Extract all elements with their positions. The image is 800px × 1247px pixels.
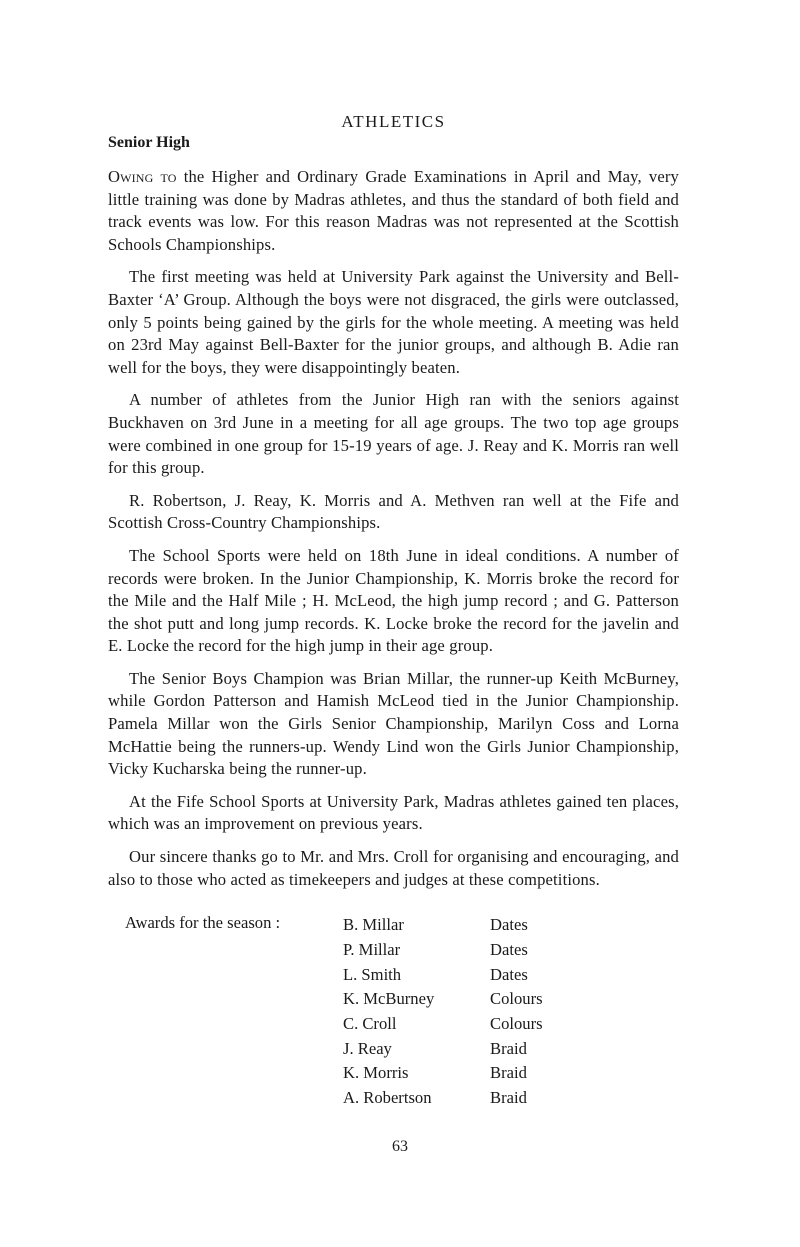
paragraph-2: The first meeting was held at University Park against the University and Bell-Baxter ‘A’ Group. Although the boys were not disgraced, the girls were outclassed, only 5 points being gained by the girls for the whole meeting. A meeting was held on 23rd May against Bell-Baxter for the junior groups, and although B. Adie ran well for the boys, they were disappointingly beaten. (108, 267, 679, 377)
award-type: Braid (490, 1088, 527, 1108)
award-type: Colours (490, 1013, 543, 1033)
award-type: Dates (490, 939, 528, 959)
award-type: Braid (490, 1063, 527, 1083)
award-type: Dates (490, 964, 528, 984)
award-row (343, 1037, 603, 1062)
section-heading: Senior High (108, 134, 190, 151)
award-type: Dates (490, 915, 528, 935)
paragraph-7: At the Fife School Sports at University Park, Madras athletes gained ten places, which was an improvement on previous years. (108, 791, 679, 834)
award-row (343, 913, 603, 938)
paragraph-1-lead: Owing to (108, 167, 177, 186)
paragraph-4: R. Robertson, J. Reay, K. Morris and A. Methven ran well at the Fife and Scottish Cross-Country Championships. (108, 490, 679, 533)
award-row (343, 1061, 603, 1086)
award-recipient: A. Robertson (343, 1088, 432, 1108)
award-recipient: L. Smith (343, 964, 402, 984)
award-recipient: C. Croll (343, 1013, 397, 1033)
awards-list (343, 913, 603, 1111)
page-title: ATHLETICS (341, 112, 446, 131)
award-row (343, 987, 603, 1012)
paragraph-3: A number of athletes from the Junior High ran with the seniors against Buckhaven on 3rd June in a meeting for all age groups. The two top age groups were combined in one group for 15-19 years of age. J. Reay and K. Morris ran well for this group. (108, 390, 679, 478)
award-recipient: B. Millar (343, 915, 404, 935)
paragraph-8: Our sincere thanks go to Mr. and Mrs. Croll for organising and encouraging, and also to those who acted as timekeepers and judges at these competitions. (108, 847, 679, 889)
award-recipient: P. Millar (343, 939, 401, 959)
paragraph-1 (108, 166, 679, 256)
award-row (343, 938, 603, 963)
award-recipient: K. Morris (343, 1063, 409, 1083)
award-type: Colours (490, 989, 543, 1009)
awards-label: Awards for the season : (125, 913, 281, 933)
awards-section (108, 913, 679, 1108)
page-body (108, 112, 679, 1108)
paragraph-5: The School Sports were held on 18th June in ideal conditions. A number of records were broken. In the Junior Championship, K. Morris broke the record for the Mile and the Half Mile ; H. McLeod, the high jump record ; and G. Patterson the shot putt and long jump records. K. Locke broke the record for the javelin and E. Locke the record for the high jump in their age group. (108, 545, 679, 656)
award-row (343, 963, 603, 988)
page-number: 63 (392, 1138, 408, 1155)
paragraph-1-text: the Higher and Ordinary Grade Examinations in April and May, very little training was done by Madras athletes, and thus the standard of both field and track events was low. For this reason Madras was not represented at the Scottish Schools Championships. (108, 167, 679, 254)
paragraph-6: The Senior Boys Champion was Brian Millar, the runner-up Keith McBurney, while Gordon Patterson and Hamish McLeod tied in the Junior Championship. Pamela Millar won the Girls Senior Championship, Marilyn Coss and Lorna McHattie being the runners-up. Wendy Lind won the Girls Junior Championship, Vicky Kucharska being the runner-up. (108, 668, 679, 779)
award-type: Braid (490, 1038, 527, 1058)
award-row (343, 1012, 603, 1037)
award-recipient: J. Reay (343, 1038, 392, 1058)
award-row (343, 1086, 603, 1111)
award-recipient: K. McBurney (343, 989, 435, 1009)
